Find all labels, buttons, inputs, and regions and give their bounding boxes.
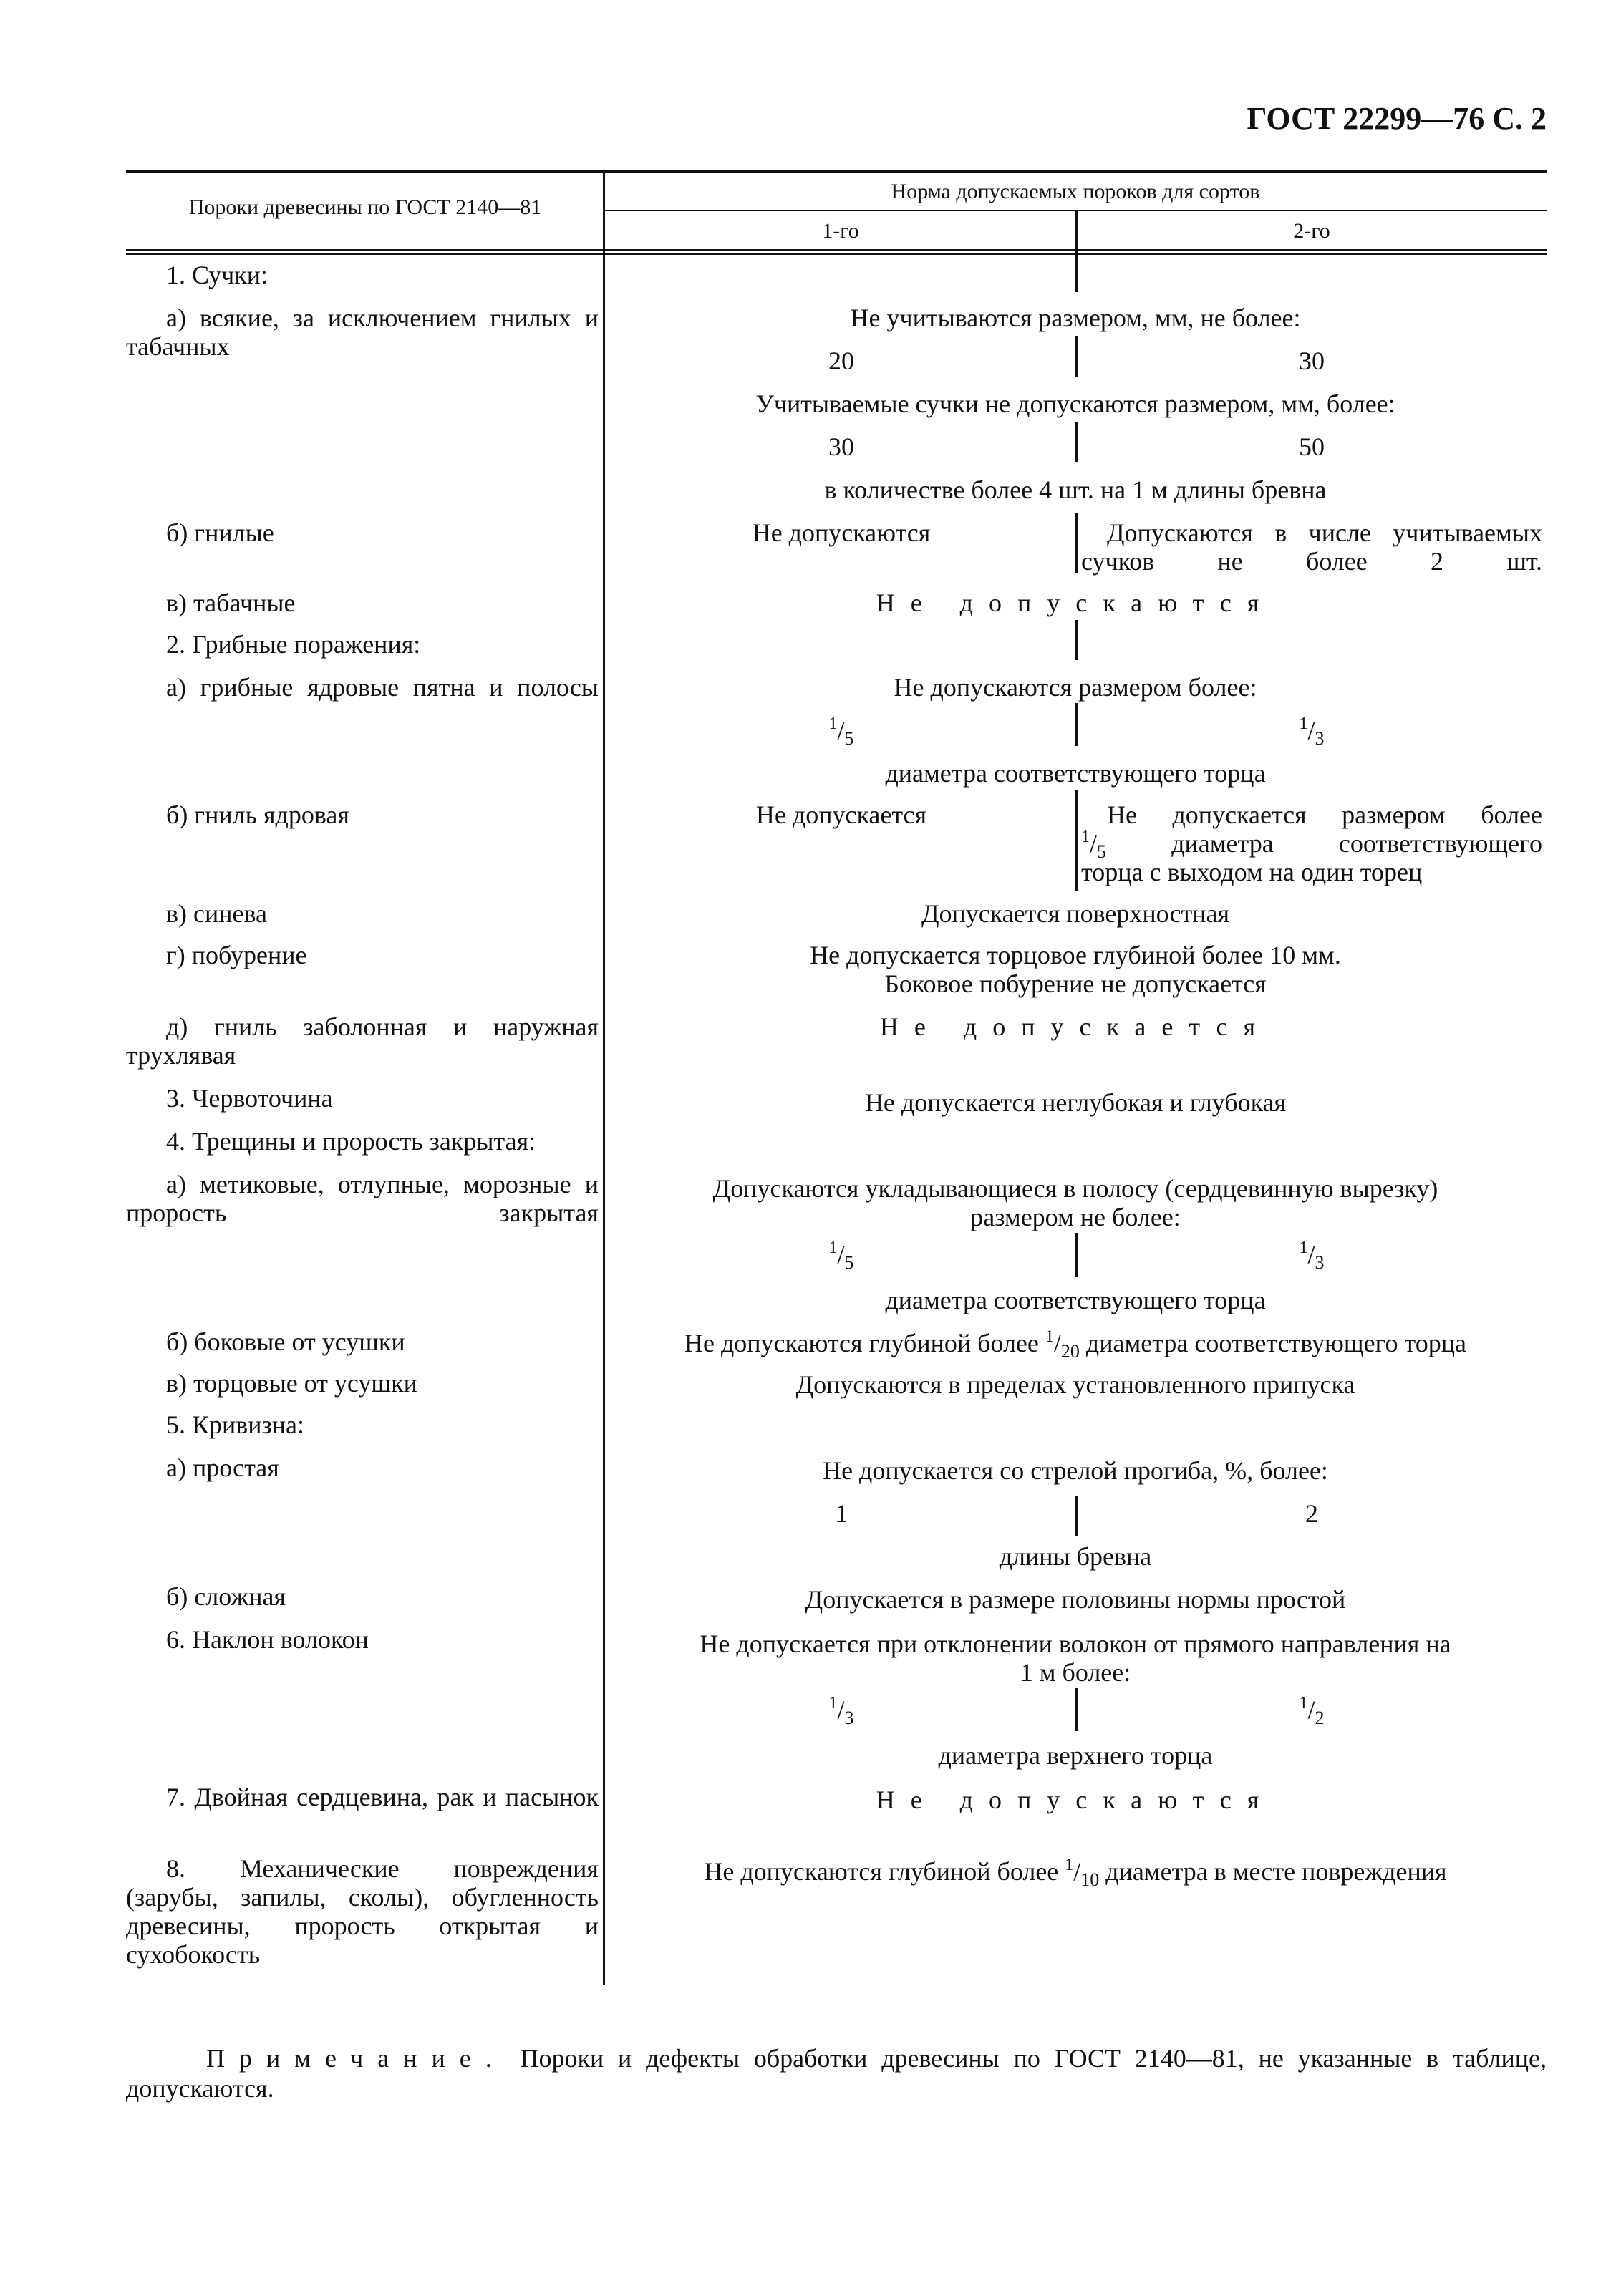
browning-norm-2: Боковое побурение не допускается xyxy=(884,969,1267,998)
defect-knots: 1. Сучки: xyxy=(166,261,268,289)
fungal-stains-unit: диаметра соответствующего торца xyxy=(885,759,1266,788)
side-shrinkage-norm: Не допускаются глубиной более $^1/_{20}$ диаметра соответствующего торца xyxy=(684,1327,1466,1362)
note-label: Примечание. xyxy=(206,2044,506,2073)
fungal-stains-grade1: $^1/_5$ xyxy=(828,715,854,749)
heart-rot-grade2-line2: $^1/_5$ диаметра соответствующего xyxy=(1081,828,1542,862)
header-grade-1: 1-го xyxy=(822,219,859,243)
header-bottom-rule-2 xyxy=(126,253,1547,255)
defect-cracks: 4. Трещины и прорость закрытая: xyxy=(166,1127,536,1156)
curvature-complex-norm: Допускается в размере половины нормы простой xyxy=(805,1585,1346,1614)
table-top-rule xyxy=(126,170,1547,173)
header-bottom-rule xyxy=(126,249,1547,251)
defect-blue-stain: в) синева xyxy=(166,899,267,928)
fungal-stains-grade2: $^1/_3$ xyxy=(1299,715,1325,749)
heart-rot-grade2-line3: торца с выходом на один торец xyxy=(1081,858,1423,886)
defect-knots-rotten: б) гнилые xyxy=(166,518,274,547)
knots-counted-grade2: 50 xyxy=(1299,432,1325,461)
end-shrinkage-norm: Допускаются в пределах установленного припуска xyxy=(795,1370,1355,1399)
defect-wormholes: 3. Червоточина xyxy=(166,1084,333,1113)
defect-fungal: 2. Грибные поражения: xyxy=(166,630,421,659)
cracks-types-grade1: $^1/_5$ xyxy=(828,1239,854,1273)
header-norm: Норма допускаемых пороков для сортов xyxy=(891,180,1260,203)
cracks-types-norm-1: Допускаются укладывающиеся в полосу (сердцевинную вырезку) xyxy=(712,1174,1438,1203)
knots-count-norm: в количестве более 4 шт. на 1 м длины бревна xyxy=(824,475,1327,504)
double-pith-norm: Не допускаются xyxy=(876,1786,1275,1814)
fungal-stains-norm: Не допускаются размером более: xyxy=(894,673,1257,702)
document-code: ГОСТ 22299—76 С. 2 xyxy=(1247,101,1547,136)
grain-slope-grade2: $^1/_2$ xyxy=(1299,1694,1325,1728)
grade-divider-s4 xyxy=(1075,513,1078,573)
header-grade-2: 2-го xyxy=(1293,219,1330,243)
cracks-types-grade2: $^1/_3$ xyxy=(1299,1239,1325,1273)
mechanical-norm: Не допускаются глубиной более $^1/_{10}$ диаметра в месте повреждения xyxy=(704,1856,1447,1890)
grade-divider-s1 xyxy=(1075,255,1078,292)
defect-mechanical: 8. Механические повреждения (зарубы, запилы, сколы), обугленность древесины, прорость открытая и сухобокость xyxy=(126,1854,599,1969)
curvature-simple-grade1: 1 xyxy=(835,1499,848,1528)
grade-divider-s5 xyxy=(1075,620,1078,660)
grade-divider-s8 xyxy=(1075,1233,1078,1277)
cracks-types-norm-2: размером не более: xyxy=(970,1203,1181,1231)
curvature-simple-norm: Не допускается со стрелой прогиба, %, более: xyxy=(823,1456,1328,1485)
defect-curvature-complex: б) сложная xyxy=(166,1582,286,1611)
grade-divider-s6 xyxy=(1075,703,1078,746)
header-grade-divider xyxy=(1075,210,1078,253)
table-note xyxy=(126,2043,1547,2103)
defect-curvature-simple: а) простая xyxy=(166,1453,279,1482)
grain-slope-unit: диаметра верхнего торца xyxy=(938,1741,1213,1770)
heart-rot-grade2 xyxy=(1081,800,1542,886)
defect-sap-rot: д) гниль заболонная и наружная трухлявая xyxy=(126,1012,599,1070)
knots-rotten-grade1: Не допускаются xyxy=(752,518,931,547)
defect-end-shrinkage: в) торцовые от усушки xyxy=(166,1369,417,1398)
grain-slope-norm-1: Не допускается при отклонении волокон от прямого направления на xyxy=(700,1629,1451,1658)
sap-rot-norm: Не допускается xyxy=(879,1012,1272,1041)
header-defects: Пороки древесины по ГОСТ 2140—81 xyxy=(188,195,542,219)
blue-stain-norm: Допускается поверхностная xyxy=(921,899,1230,928)
defect-grain-slope: 6. Наклон волокон xyxy=(166,1625,369,1654)
grade-divider-s3 xyxy=(1075,422,1078,462)
note-text: Пороки и дефекты обработки древесины по ГОСТ 2140—81, не указанные в таблице, допускаются. xyxy=(126,2044,1547,2103)
defect-browning: г) побурение xyxy=(166,941,307,969)
grade-divider-s9 xyxy=(1075,1496,1078,1536)
grade-divider-s10 xyxy=(1075,1688,1078,1731)
grade-divider-s7 xyxy=(1075,790,1078,891)
grain-slope-grade1: $^1/_3$ xyxy=(828,1694,854,1728)
defect-fungal-stains: а) грибные ядровые пятна и полосы xyxy=(166,673,599,702)
defect-side-shrinkage: б) боковые от усушки xyxy=(166,1327,405,1356)
knots-any-grade1: 20 xyxy=(828,347,854,375)
knots-counted-norm: Учитываемые сучки не допускаются размером, мм, более: xyxy=(755,389,1395,418)
knots-any-grade2: 30 xyxy=(1299,347,1325,375)
defect-curvature: 5. Кривизна: xyxy=(166,1410,305,1439)
grain-slope-norm-2: 1 м более: xyxy=(1020,1658,1131,1687)
curvature-simple-grade2: 2 xyxy=(1305,1499,1318,1528)
defect-heart-rot: б) гниль ядровая xyxy=(166,800,349,829)
grade-divider-s2 xyxy=(1075,336,1078,377)
defect-double-pith: 7. Двойная сердцевина, рак и пасынок xyxy=(166,1783,599,1811)
browning-norm-1: Не допускается торцовое глубиной более 10 мм. xyxy=(810,941,1341,969)
knots-counted-grade1: 30 xyxy=(828,432,854,461)
heart-rot-grade1: Не допускается xyxy=(755,800,927,829)
curvature-simple-unit: длины бревна xyxy=(999,1542,1152,1571)
wormholes-norm: Не допускается неглубокая и глубокая xyxy=(864,1088,1287,1117)
defect-knots-tobacco: в) табачные xyxy=(166,588,296,617)
defect-cracks-types: а) метиковые, отлупные, морозные и прорость закрытая xyxy=(126,1170,599,1227)
defect-knots-any: а) всякие, за исключением гнилых и табачных xyxy=(126,304,599,361)
knots-rotten-grade2: Допускаются в числе учитываемых сучков не более 2 шт. xyxy=(1081,518,1542,576)
heart-rot-grade2-line1: Не допускается размером более xyxy=(1107,800,1542,829)
knots-any-norm: Не учитываются размером, мм, не более: xyxy=(850,304,1301,332)
knots-tobacco-norm: Не допускаются xyxy=(876,588,1275,617)
column-divider-main xyxy=(603,170,605,1985)
cracks-types-unit: диаметра соответствующего торца xyxy=(885,1286,1266,1314)
